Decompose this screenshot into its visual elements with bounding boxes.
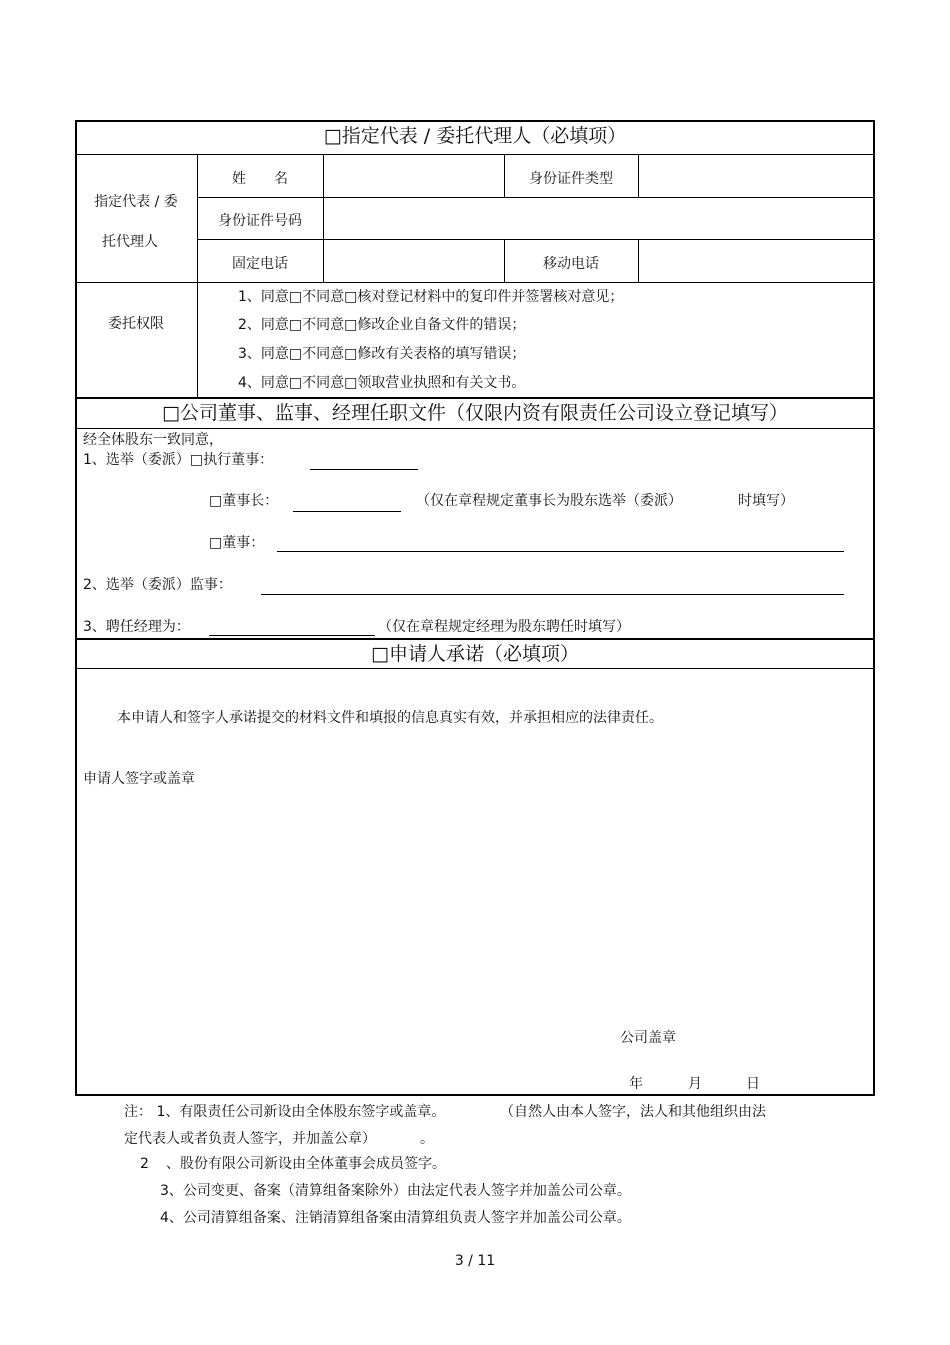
authority-item-2[interactable]: 2、同意□不同意□修改企业自备文件的错误； [238, 317, 526, 333]
form-frame [75, 120, 875, 1096]
commitment-statement: 本申请人和签字人承诺提交的材料文件和填报的信息真实有效，并承担相应的法律责任。 [117, 710, 663, 726]
agent-row-label: 指定代表 / 委 [94, 194, 178, 210]
divider [75, 282, 875, 283]
note-2: 、股份有限公司新设由全体董事会成员签字。 [166, 1156, 446, 1172]
divider [197, 239, 875, 240]
chairman-label[interactable]: □董事长： [209, 493, 279, 509]
fixed-phone-label: 固定电话 [232, 256, 288, 272]
supervisor-line[interactable] [261, 594, 844, 595]
note-1: 注： 1、有限责任公司新设由全体股东签字或盖章。 [124, 1104, 446, 1120]
seal-label: 公司盖章 [620, 1030, 676, 1046]
divider [75, 397, 875, 399]
executive-director-label[interactable]: 1、选举（委派）□执行董事： [83, 452, 274, 468]
page-number: 3 / 11 [454, 1253, 496, 1269]
chairman-note: （仅在章程规定董事长为股东选举（委派） [416, 493, 682, 509]
name-label: 姓 名 [232, 171, 288, 187]
section2-intro: 经全体股东一致同意， [83, 432, 223, 448]
date-year: 年 [629, 1076, 643, 1092]
note-3: 3、公司变更、备案（清算组备案除外）由法定代表人签字并加盖公司公章。 [160, 1183, 631, 1199]
divider [75, 154, 875, 155]
divider [197, 154, 198, 398]
chairman-line[interactable] [293, 511, 401, 512]
authority-item-4[interactable]: 4、同意□不同意□领取营业执照和有关文书。 [238, 375, 526, 391]
director-label[interactable]: □董事： [209, 535, 265, 551]
supervisor-label: 2、选举（委派）监事： [83, 577, 232, 593]
id-number-label: 身份证件号码 [218, 213, 302, 229]
manager-label: 3、聘任经理为： [83, 619, 190, 635]
manager-note: （仅在章程规定经理为股东聘任时填写） [378, 619, 630, 635]
manager-line[interactable] [209, 635, 375, 636]
note-1-cont-tail: 。 [420, 1131, 434, 1147]
authority-item-1[interactable]: 1、同意□不同意□核对登记材料中的复印件并签署核对意见； [238, 289, 624, 305]
divider [638, 154, 639, 197]
date-month: 月 [688, 1076, 702, 1092]
divider [75, 428, 875, 429]
divider [323, 154, 324, 282]
note-2-number: 2 [140, 1156, 149, 1172]
section3-title: □申请人承诺（必填项） [371, 643, 579, 665]
authority-label: 委托权限 [108, 316, 164, 332]
divider [638, 239, 639, 282]
note-4: 4、公司清算组备案、注销清算组备案由清算组负责人签字并加盖公司公章。 [160, 1210, 631, 1226]
note-1-cont: 定代表人或者负责人签字，并加盖公章） [124, 1131, 376, 1147]
divider [75, 668, 875, 669]
divider [197, 197, 875, 198]
signature-label: 申请人签字或盖章 [83, 771, 195, 787]
director-line[interactable] [277, 551, 844, 552]
authority-item-3[interactable]: 3、同意□不同意□修改有关表格的填写错误； [238, 346, 526, 362]
divider [75, 638, 875, 640]
note-1-tail: （自然人由本人签字，法人和其他组织由法 [500, 1104, 766, 1120]
section1-title: □指定代表 / 委托代理人（必填项） [323, 125, 627, 147]
chairman-note-tail: 时填写） [738, 493, 794, 509]
date-day: 日 [746, 1076, 760, 1092]
executive-director-line[interactable] [310, 469, 418, 470]
agent-row-label-cont: 托代理人 [102, 234, 158, 250]
section2-title: □公司董事、监事、经理任职文件（仅限内资有限责任公司设立登记填写） [162, 402, 788, 424]
id-type-label: 身份证件类型 [529, 171, 613, 187]
mobile-label: 移动电话 [543, 256, 599, 272]
